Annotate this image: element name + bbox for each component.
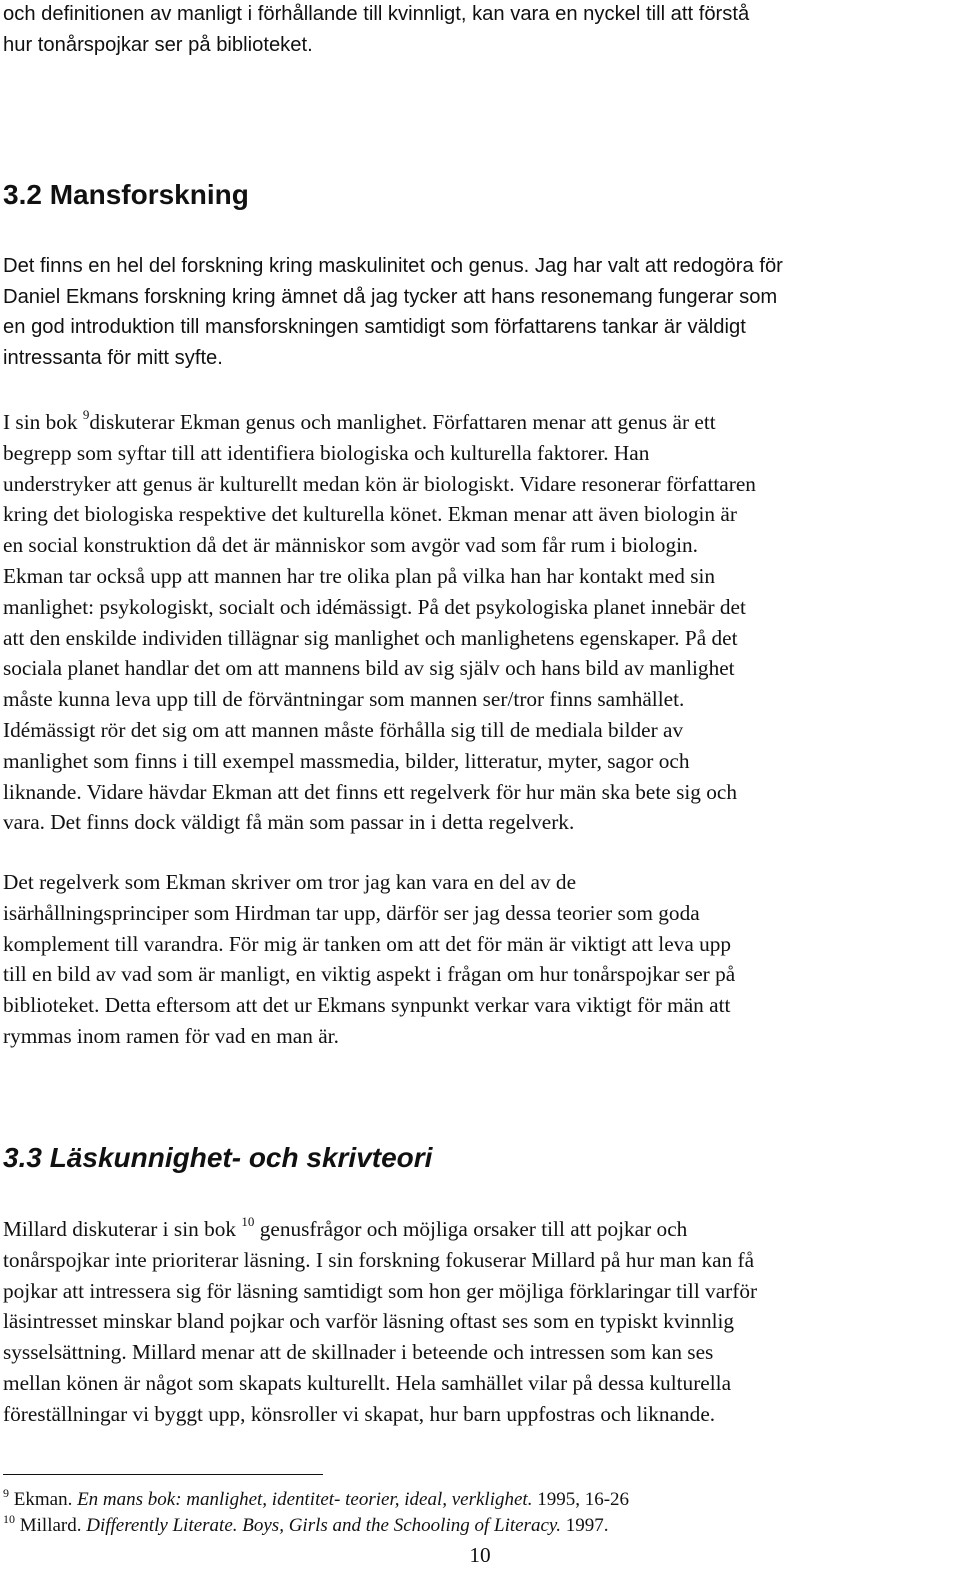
text-line: sociala planet handlar det om att mannens bild av sig själv och hans bild av manlighet [3,656,735,681]
text-line: föreställningar vi byggt upp, könsroller vi skapat, hur barn uppfostras och liknande. [3,1401,716,1426]
mansforskning-paragraph-3 [3,867,953,1052]
text-line: Det regelverk som Ekman skriver om tror jag kan vara en del av de [3,870,577,894]
text-segment: Millard diskuterar i sin bok [3,1217,237,1241]
footnote-author: Ekman. [13,1489,73,1510]
text-line: manlighet som finns i till exempel massmedia, bilder, litteratur, myter, sagor och [3,748,690,773]
footnote-separator [3,1474,323,1475]
footnote-title: En mans bok: manlighet, identitet- teorier, ideal, verklighet. [77,1489,533,1510]
text-line: vara. Det finns dock väldigt få män som passar in i detta regelverk. [3,810,575,835]
footnote-10 [3,1513,609,1539]
text-line: isärhållningsprinciper som Hirdman tar upp, därför ser jag dessa teorier som goda [3,900,700,925]
text-line: komplement till varandra. För mig är tanken om att det för män är viktigt att leva upp [3,931,732,956]
text-line: tonårspojkar inte prioriterar läsning. I sin forskning fokuserar Millard på hur man kan få [3,1247,755,1272]
text-segment: I sin bok [3,410,78,434]
footnote-title: Differently Literate. Boys, Girls and the Schooling of Literacy. [86,1515,562,1536]
intro-paragraph [3,0,953,60]
text-line: sysselsättning. Millard menar att de skillnader i beteende och intressen som kan ses [3,1340,714,1365]
lasteori-paragraph-1 [3,1214,953,1430]
text-line: pojkar att intressera sig för läsning samtidigt som hon ger möjliga förklaringar till varför [3,1278,758,1303]
mansforskning-paragraph-1 [3,251,953,373]
text-line [3,1214,953,1245]
text-line: Idémässigt rör det sig om att mannen måste förhålla sig till de mediala bilder av [3,717,684,742]
text-line [3,407,953,438]
text-line: understryker att genus är kulturellt medan kön är biologiskt. Vidare resonerar författaren [3,471,756,496]
text-segment: genusfrågor och möjliga orsaker till att pojkar och [254,1217,688,1241]
text-line: mellan könen är något som skapats kulturellt. Hela samhället vilar på dessa kulturella [3,1370,732,1395]
text-line: intressanta för mitt syfte. [3,346,223,369]
footnote-ref-10: 10 [241,1213,255,1229]
footnote-author: Millard. [19,1515,82,1536]
text-line: manlighet: psykologiskt, socialt och idémässigt. På det psykologiska planet innebär det [3,594,746,619]
text-line: Daniel Ekmans forskning kring ämnet då jag tycker att hans resonemang fungerar som [3,285,778,308]
footnote-details: 1997. [565,1515,609,1536]
text-line: läsintresset minskar bland pojkar och varför läsning oftast ses som en typiskt kvinnlig [3,1309,735,1334]
footnote-number: 10 [3,1511,15,1526]
mansforskning-paragraph-2 [3,407,953,838]
section-heading-3-3: 3.3 Läskunnighet- och skrivteori [3,1142,433,1173]
page-number: 10 [469,1543,491,1567]
text-line: Det finns en hel del forskning kring maskulinitet och genus. Jag har valt att redogöra för [3,255,783,277]
section-heading-3-2: 3.2 Mansforskning [3,179,249,210]
text-line: biblioteket. Detta eftersom att det ur Ekmans synpunkt verkar vara viktigt för män att [3,993,731,1018]
footnote-number: 9 [3,1485,9,1500]
text-line: begrepp som syftar till att identifiera biologiska och kulturella faktorer. Han [3,440,650,465]
footnote-ref-9: 9 [82,406,90,422]
text-line: rymmas inom ramen för vad en man är. [3,1023,339,1048]
footnote-details: 1995, 16-26 [537,1489,630,1510]
text-line: till en bild av vad som är manligt, en viktig aspekt i frågan om hur tonårspojkar ser på [3,962,736,987]
text-line: att den enskilde individen tillägnar sig manlighet och manlighetens egenskaper. På det [3,625,738,650]
text-line: hur tonårspojkar ser på biblioteket. [3,33,313,56]
text-line: liknande. Vidare hävdar Ekman att det finns ett regelverk för hur män ska bete sig och [3,779,738,804]
footnote-9 [3,1487,629,1513]
text-line: kring det biologiska respektive det kulturella könet. Ekman menar att även biologin är [3,502,737,527]
text-line: och definitionen av manligt i förhållande till kvinnligt, kan vara en nyckel till att förstå [3,3,750,25]
text-line: en god introduktion till mansforskningen samtidigt som författarens tankar är väldigt [3,316,746,338]
text-segment: diskuterar Ekman genus och manlighet. Författaren menar att genus är ett [89,410,716,434]
text-line: en social konstruktion då det är människor som avgör vad som får rum i biologin. [3,533,698,558]
text-line: måste kunna leva upp till de förväntningar som mannen ser/tror finns samhället. [3,687,685,712]
text-line: Ekman tar också upp att mannen har tre olika plan på vilka han har kontakt med sin [3,563,716,588]
